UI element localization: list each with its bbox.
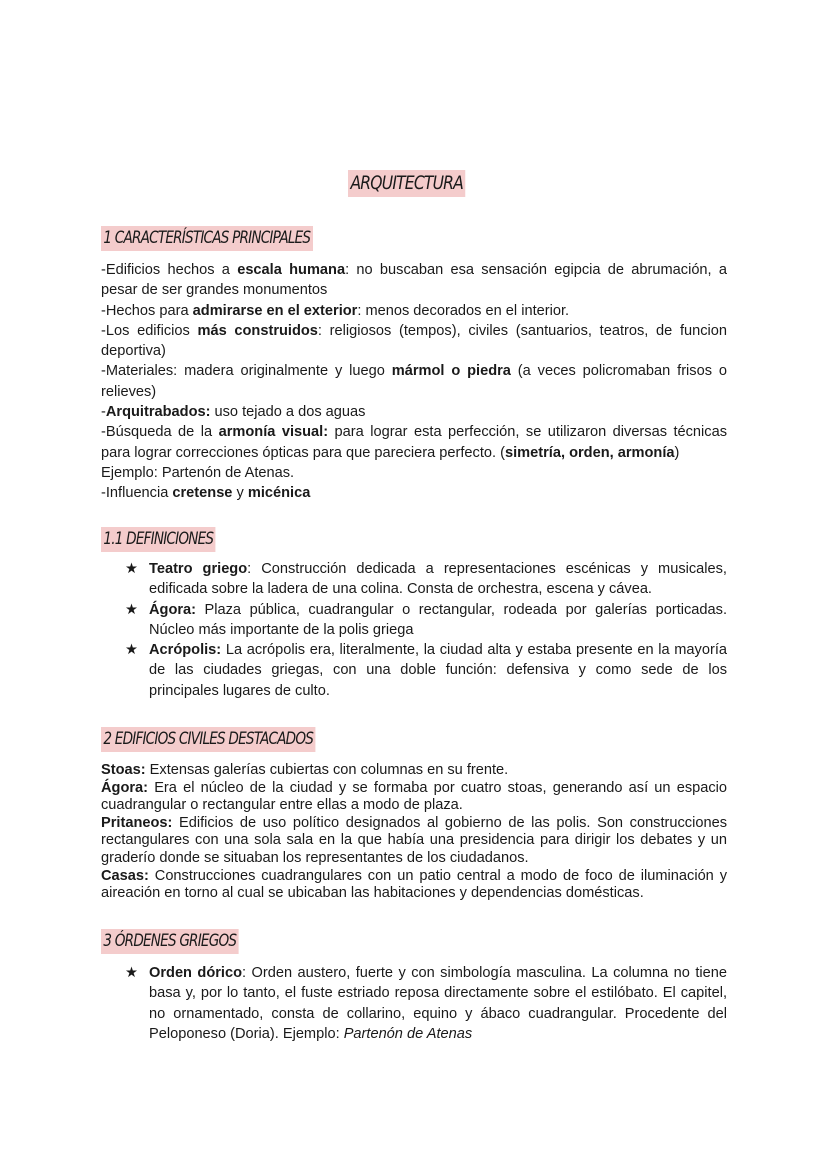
text-segment: : Construcción dedicada a representaciones escénicas y musicales, edificada sobre la ladera de una colina. Consta de orchestra, escena y cávea. xyxy=(149,561,727,598)
bold-term: Casas: xyxy=(101,867,149,884)
text-segment: Edificios de uso político designados al gobierno de las polis. Son construcciones rectangulares con una sola sala en la que había una presidencia para dirigir los debates y un graderío donde se situaban los representantes de los ciudadanos. xyxy=(101,814,727,866)
bold-term: mármol o piedra xyxy=(391,363,511,380)
ordenes-list xyxy=(101,963,727,1044)
text-segment: - xyxy=(101,404,106,421)
text-segment: (a veces policromaban frisos o relieves) xyxy=(101,363,728,400)
list-item xyxy=(101,600,727,641)
text-segment: -Búsqueda de la xyxy=(101,424,219,441)
text-segment: : menos decorados en el interior. xyxy=(357,302,570,319)
list-item xyxy=(101,963,727,1044)
paragraph xyxy=(101,483,727,503)
text-segment: : Orden austero, fuerte y con simbología masculina. La columna no tiene basa y, por lo tanto, el fuste estriado reposa directamente sobre el estilóbato. El capitel, no ornamentado, consta de collarino, equino y ábaco cuadrangular. Procedente del Peloponeso (Doria). Ejemplo: xyxy=(149,965,727,1042)
text-segment: : religiosos (tempos), civiles (santuarios, teatros, de funcion deportiva) xyxy=(101,322,728,360)
bold-term: cretense xyxy=(172,485,233,502)
star-icon: ★ xyxy=(125,601,139,618)
bold-term: Orden dórico xyxy=(149,965,243,981)
document-title: ARQUITECTURA xyxy=(348,170,465,197)
text-segment: Construcciones cuadrangulares con un patio central a modo de foco de iluminación y aireación en torno al cual se ubicaban las habitaciones y dependencias domésticas. xyxy=(101,867,727,902)
section-heading-edificios-civiles: 2 EDIFICIOS CIVILES DESTACADOS xyxy=(101,727,315,752)
bold-term: admirarse en el exterior xyxy=(192,302,358,319)
text-segment: Ejemplo: Partenón de Atenas. xyxy=(101,464,295,481)
text-segment: -Edificios hechos a xyxy=(101,262,238,278)
paragraph xyxy=(101,321,727,362)
paragraph xyxy=(101,868,727,903)
bold-term: simetría, orden, armonía xyxy=(504,444,675,461)
paragraph xyxy=(101,361,727,402)
bold-term: más construidos xyxy=(197,322,318,339)
bold-term: armonía visual: xyxy=(218,424,329,441)
paragraph xyxy=(101,463,727,483)
text-segment: ) xyxy=(674,444,680,461)
text-segment: Era el núcleo de la ciudad y se formaba por cuatro stoas, generando así un espacio cuadrangular o rectangular entre ellas a modo de plaza. xyxy=(101,779,727,814)
edificios-civiles-list xyxy=(101,762,727,903)
list-item xyxy=(101,640,727,701)
star-icon: ★ xyxy=(125,561,139,577)
paragraph xyxy=(101,402,727,422)
text-segment: : no buscaban esa sensación egipcia de abrumación, a pesar de ser grandes monumentos xyxy=(101,262,727,299)
text-segment: para lograr esta perfección, se utilizaron diversas técnicas para lograr correcciones ópticas para que pareciera perfecto. ( xyxy=(101,424,728,461)
paragraph xyxy=(101,260,727,301)
bold-term: micénica xyxy=(247,485,311,502)
bold-term: Stoas: xyxy=(101,762,146,778)
text-segment: Partenón de Atenas xyxy=(343,1025,473,1042)
star-icon: ★ xyxy=(125,965,139,981)
bold-term: Ágora: xyxy=(149,601,197,618)
caracteristicas-list xyxy=(101,260,727,504)
section-heading-definiciones: 1.1 DEFINICIONES xyxy=(101,527,216,552)
bold-term: escala humana xyxy=(237,262,346,278)
paragraph xyxy=(101,422,727,463)
paragraph xyxy=(101,301,727,321)
paragraph xyxy=(101,815,727,868)
text-segment: -Los edificios xyxy=(101,322,198,339)
bold-term: Arquitrabados: xyxy=(105,404,211,421)
bold-term: Pritaneos: xyxy=(101,814,173,831)
paragraph xyxy=(101,762,727,780)
text-segment: Extensas galerías cubiertas con columnas en su frente. xyxy=(145,762,509,778)
text-segment: -Hechos para xyxy=(101,302,193,319)
bold-term: Teatro griego xyxy=(149,561,248,577)
section-heading-caracteristicas: 1 CARACTERÍSTICAS PRINCIPALES xyxy=(101,226,313,251)
text-segment: La acrópolis era, literalmente, la ciudad alta y estaba presente en la mayoría de las ciudades griegas, con una doble función: defensiva y como sede de los principales lugares de culto. xyxy=(149,642,727,699)
definiciones-list xyxy=(101,559,727,701)
paragraph xyxy=(101,780,727,815)
bold-term: Acrópolis: xyxy=(149,642,222,659)
text-segment: Plaza pública, cuadrangular o rectangular, rodeada por galerías porticadas. Núcleo más importante de la polis griega xyxy=(149,601,727,638)
text-segment: uso tejado a dos aguas xyxy=(210,404,366,421)
section-heading-ordenes: 3 ÓRDENES GRIEGOS xyxy=(101,929,239,954)
text-segment: -Materiales: madera originalmente y luego xyxy=(101,363,392,380)
text-segment: -Influencia xyxy=(101,485,173,502)
star-icon: ★ xyxy=(125,642,139,659)
bold-term: Ágora: xyxy=(101,779,149,796)
text-segment: y xyxy=(232,485,248,502)
list-item xyxy=(101,559,727,600)
